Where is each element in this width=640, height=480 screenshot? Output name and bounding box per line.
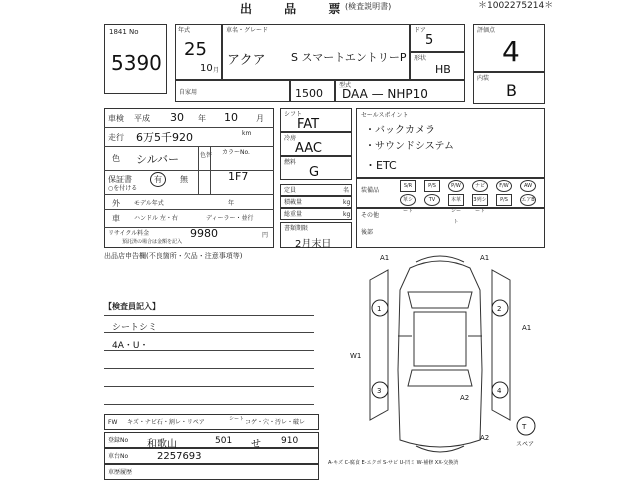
recycle-value: 9980 [190,227,218,240]
document-label: 書類期限 [284,225,309,232]
reg-label: 自家用 [179,89,198,96]
fw-label: FW [108,419,118,426]
model-box [222,24,410,80]
registration-kana: せ [251,439,261,450]
door-box [410,24,465,52]
recycle-unit: 円 [262,232,269,239]
history-row [104,464,319,480]
shift-label: シフト [284,111,303,118]
chassis-label: 車台No [108,453,129,460]
fuel-value: G [309,165,320,180]
equipment-bottom-0: 革シート [400,194,416,206]
shape-value: HB [435,63,451,76]
sales-points-box [356,108,545,178]
other-box [356,208,545,248]
interior-box [473,72,545,104]
tire-label-4: 4 [497,387,502,395]
equipment-bottom-3: 3列シート [472,194,488,206]
document-box [280,222,352,248]
capacity-box [280,184,352,196]
type-box [335,80,465,102]
rear-label: 後部 [361,229,374,236]
load-label: 積載量 [284,199,303,206]
capacity-unit: 名 [343,187,350,194]
shape-box [410,52,465,80]
tire-label-1: 1 [377,305,382,313]
aircon-box [280,132,352,156]
weight-unit: kg [343,211,351,218]
reg-box [175,80,290,102]
equipment-top-0: S/R [400,180,416,192]
equipment-label: 装備品 [361,187,380,194]
damage-annotation-6: W1 [350,352,362,360]
inspector-note-2: 4A・U・ [112,341,149,351]
history-label: 車歴履歴 [108,469,133,476]
equipment-bottom-2: 本革シート [448,194,464,206]
color-label: 色 [112,154,120,163]
damage-legend: A-キズ C-腐食 E-エクボ S-サビ U-凹ミ W-補修 XX-交換済 [328,460,459,466]
exterior-label: 外 [112,199,120,208]
lot-tag: 1841 No [109,28,139,36]
model-label: 車名・グレード [226,27,269,34]
cc-box [290,80,335,102]
inspection-month-unit: 月 [256,114,264,123]
lot-box [104,24,167,94]
shape-label: 形状 [414,55,427,62]
fuel-label: 燃料 [284,159,297,166]
aircon-value: AAC [295,141,322,156]
sheet-title: 出 品 票 [240,2,355,16]
registration-row [104,432,319,448]
warranty-sub: ○を付ける [108,185,138,192]
damage-annotation-4: A2 [480,434,490,442]
score-box [473,24,545,72]
exterior-year-unit: 年 [228,200,235,207]
type-label: 型式 [339,82,352,89]
door-value: 5 [425,33,434,48]
registration-number: 910 [281,436,299,446]
registration-place: 和歌山 [147,439,177,450]
year-label: 年式 [178,27,191,34]
chassis-row [104,448,319,464]
sales-point-2: ・サウンドシステム [365,141,454,152]
shift-box [280,108,352,132]
chassis-value: 2257693 [157,451,202,462]
equipment-top-4: F/W [496,180,512,192]
month-value: 10 [200,63,213,74]
exterior-model-year: モデル年式 [134,200,164,207]
equipment-bottom-5: エアB [520,194,536,206]
warranty-yes: 有 [154,175,162,184]
warranty-no: 無 [180,175,188,184]
equipment-bottom-1: TV [424,194,440,206]
inspection-year-unit: 年 [198,114,206,123]
score-label: 評価点 [477,27,496,34]
weight-label: 総重量 [284,211,303,218]
sales-point-1: ・バックカメラ [365,125,435,136]
equipment-top-3: ナビ [472,180,488,192]
score-value: 4 [502,35,520,68]
color-value: シルバー [136,153,179,166]
tire-label-2: 2 [497,305,502,313]
serial-number: ＊1002275214＊ [478,1,554,11]
inspector-note-1: シートシミ [112,323,158,333]
load-box [280,196,352,208]
load-unit: kg [343,199,351,206]
inspection-era: 平成 [134,114,150,123]
damage-annotation-5: A1 [522,324,532,332]
model-value: アクア [227,53,266,68]
sales-points-label: セールスポイント [361,112,409,119]
mileage-value: 6万5千920 [136,131,193,144]
aircon-label: 冷房 [284,135,297,142]
exterior-handle: ハンドル 左・右 [134,215,178,222]
lot-number: 5390 [111,51,162,75]
warranty-label: 保証書 [108,175,132,184]
shift-value: FAT [297,117,320,132]
inspection-label: 車検 [108,114,124,123]
door-label: ドア [414,27,426,34]
year-value: 25 [184,39,207,60]
other-label: その他 [361,212,380,219]
mileage-label: 走行 [108,133,124,142]
capacity-label: 定員 [284,187,297,194]
color-code-label: カラーNo. [222,149,250,156]
equipment-top-5: AW [520,180,536,192]
damage-annotation-1: A1 [380,254,390,262]
exterior-dealer: ディーラー・並行 [206,215,254,222]
equipment-top-1: P/S [424,180,440,192]
color-code-value: 1F7 [228,170,249,183]
mileage-unit: km [242,130,252,137]
fw-items: キズ・ナビ石・割レ・リペア [127,419,205,426]
damage-annotation-2: A1 [480,254,490,262]
recycle-note: 預託済の場合は金額を記入 [122,239,183,245]
month-unit: 月 [213,67,220,74]
tire-label-3: 3 [377,387,382,395]
document-value: 2月末日 [295,239,332,250]
spare-label: スペア [516,441,535,448]
year-box [175,24,222,80]
fw-row [104,414,319,430]
exterior-car-label: 車 [112,214,120,223]
fuel-box [280,156,352,180]
car-damage-diagram [330,250,550,460]
seller-notes-label: 出品店申告欄(不良箇所・欠品・注意事項等) [104,252,243,260]
spare-mark: T [522,423,527,431]
inspector-label: 【検査員記入】 [104,302,160,311]
color-change-label: 色替 [200,152,213,159]
weight-box [280,208,352,220]
type-value: DAA — NHP10 [342,87,428,101]
registration-class: 501 [215,436,233,446]
seat-label: シート [229,416,245,422]
grade-value: S スマートエントリーP [291,51,407,64]
inspection-year: 30 [170,111,184,124]
equipment-bottom-4: P/S [496,194,512,206]
interior-label: 内装 [477,75,490,82]
equipment-top-2: P/W [448,180,464,192]
damage-annotation-3: A2 [460,394,470,402]
cc-value: 1500 [295,87,323,100]
sales-point-3: ・ETC [365,159,397,172]
seat-items: コゲ・穴・汚レ・破レ [245,419,306,426]
sheet-subtitle: (検査説明書) [345,2,392,11]
recycle-label: リサイクル料金 [108,230,150,237]
inspection-month: 10 [224,111,238,124]
registration-label: 登録No [108,437,129,444]
interior-value: B [506,81,517,100]
